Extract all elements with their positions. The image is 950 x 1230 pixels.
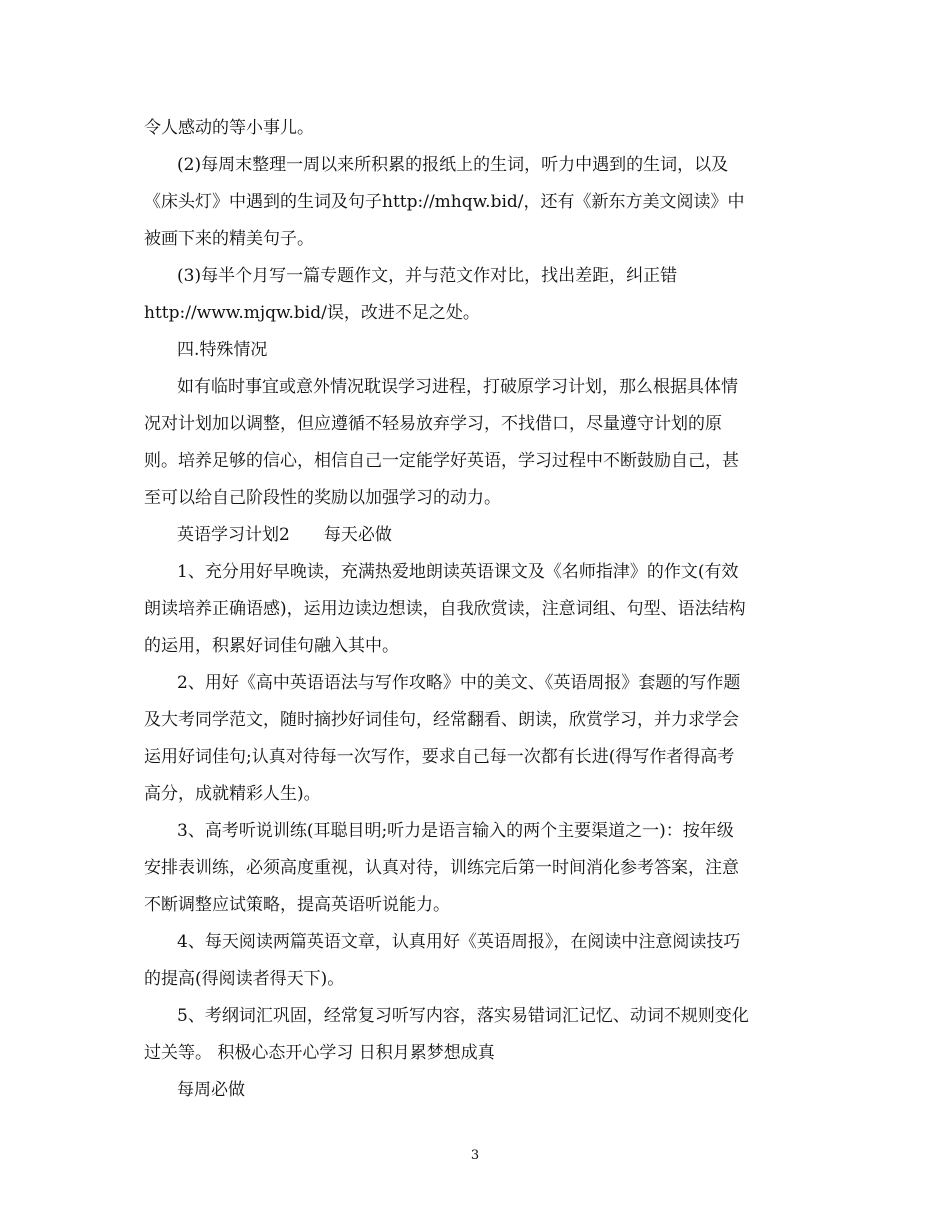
text-line: 运用好词佳句;认真对待每一次写作，要求自己每一次都有长进(得写作者得高考 (144, 747, 735, 767)
paragraph-start: (2)每周末整理一周以来所积累的报纸上的生词，听力中遇到的生词，以及 (177, 155, 729, 175)
section-heading: 四.特殊情况 (177, 340, 268, 360)
text-line: 过关等。 积极心态开心学习 日积月累梦想成真 (144, 1043, 495, 1063)
paragraph-start: 5、考纲词汇巩固，经常复习听写内容，落实易错词汇记忆、动词不规则变化 (177, 1006, 749, 1026)
paragraph-start: (3)每半个月写一篇专题作文，并与范文作对比，找出差距，纠正错 (177, 266, 678, 286)
section-heading: 每周必做 (177, 1080, 245, 1100)
text-line: 朗读培养正确语感)，运用边读边想读，自我欣赏读，注意词组、句型、语法结构 (144, 599, 746, 619)
text-line: 不断调整应试策略，提高英语听说能力。 (144, 895, 450, 915)
paragraph-start: 2、用好《高中英语语法与写作攻略》中的美文、《英语周报》套题的写作题 (177, 673, 741, 693)
text-line: 令人感动的等小事儿。 (144, 118, 314, 138)
section-heading: 英语学习计划2 每天必做 (177, 525, 392, 545)
text-line: http://www.mjqw.bid/误，改进不足之处。 (144, 303, 480, 323)
text-line: 至可以给自己阶段性的奖励以加强学习的动力。 (144, 488, 501, 508)
text-line: 及大考同学范文，随时摘抄好词佳句，经常翻看、朗读，欣赏学习，并力求学会 (144, 710, 739, 730)
paragraph-start: 3、高考听说训练(耳聪目明;听力是语言输入的两个主要渠道之一)：按年级 (177, 821, 734, 841)
page-number: 3 (470, 1148, 480, 1163)
text-line: 的提高(得阅读者得天下)。 (144, 969, 345, 989)
paragraph-start: 1、充分用好早晚读，充满热爱地朗读英语课文及《名师指津》的作文(有效 (177, 562, 739, 582)
text-line: 高分，成就精彩人生)。 (144, 784, 321, 804)
text-line: 则。培养足够的信心，相信自己一定能学好英语，学习过程中不断鼓励自己，甚 (144, 451, 739, 471)
text-line: 况对计划加以调整，但应遵循不轻易放弃学习，不找借口，尽量遵守计划的原 (144, 414, 722, 434)
document-body (144, 110, 810, 1109)
text-line: 被画下来的精美句子。 (144, 229, 314, 249)
text-line: 的运用，积累好词佳句融入其中。 (144, 636, 399, 656)
paragraph-start: 如有临时事宜或意外情况耽误学习进程，打破原学习计划，那么根据具体情 (177, 377, 738, 397)
text-line: 《床头灯》中遇到的生词及句子http://mhqw.bid/，还有《新东方美文阅读》中 (144, 192, 745, 212)
text-line: 安排表训练，必须高度重视，认真对待，训练完后第一时间消化参考答案，注意 (144, 858, 739, 878)
paragraph-start: 4、每天阅读两篇英语文章，认真用好《英语周报》，在阅读中注意阅读技巧 (177, 932, 741, 952)
